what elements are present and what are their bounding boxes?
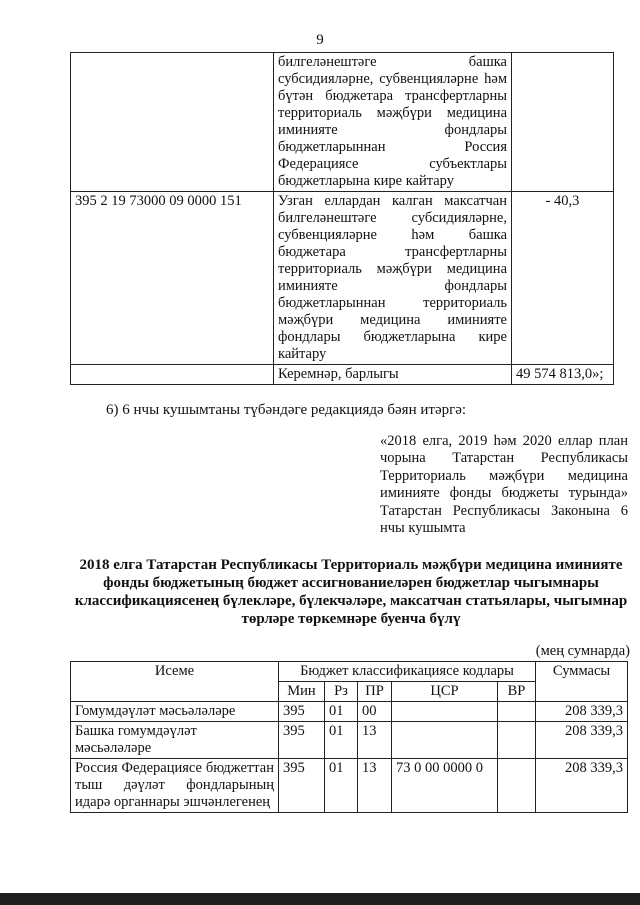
row-pr: 00 <box>358 702 392 722</box>
code-cell <box>71 53 274 192</box>
header-name: Исеме <box>71 662 279 702</box>
table-row <box>71 53 614 192</box>
revenue-table <box>70 52 614 385</box>
table-row <box>71 759 628 813</box>
code-cell: 395 2 19 73000 09 0000 151 <box>71 192 274 365</box>
row-sum: 208 339,3 <box>536 702 628 722</box>
row-sum: 208 339,3 <box>536 722 628 759</box>
header-vr: ВР <box>498 682 536 702</box>
total-sum-cell: 49 574 813,0»; <box>512 365 614 385</box>
table-row <box>71 722 628 759</box>
row-name: Башка гомумдәүләт мәсьәләләре <box>71 722 279 759</box>
row-pr: 13 <box>358 722 392 759</box>
header-pr: ПР <box>358 682 392 702</box>
row-name: Гомумдәүләт мәсьәләләре <box>71 702 279 722</box>
unit-note: (мең сумнарда) <box>535 643 630 659</box>
table-row <box>71 702 628 722</box>
page-number: 9 <box>316 32 324 48</box>
allocation-table <box>70 661 628 813</box>
row-vr <box>498 702 536 722</box>
row-rz: 01 <box>325 722 358 759</box>
header-min: Мин <box>279 682 325 702</box>
row-min: 395 <box>279 722 325 759</box>
row-name: Россия Федерациясе бюджеттан тыш дәүләт фондларының идарә органнары эшчәнлегенең <box>71 759 279 813</box>
row-rz: 01 <box>325 702 358 722</box>
row-min: 395 <box>279 702 325 722</box>
row-sum: 208 339,3 <box>536 759 628 813</box>
header-rz: Рз <box>325 682 358 702</box>
name-cell: билгеләнештәге башка субсидияләрне, субвенцияләрне һәм бүтән бюджетара трансфертларны территориаль мәҗбүри медицина иминияте фондлары бюджетларыннан Россия Федерациясе субъектлары бюджетларына кире кайтару <box>274 53 512 192</box>
row-rz: 01 <box>325 759 358 813</box>
table-row <box>71 365 614 385</box>
code-cell <box>71 365 274 385</box>
row-csr <box>392 702 498 722</box>
table-header-row <box>71 662 628 682</box>
header-sum: Суммасы <box>536 662 628 702</box>
row-csr <box>392 722 498 759</box>
appendix-reference: «2018 елга, 2019 һәм 2020 еллар план чорына Татарстан Республикасы Территориаль мәҗбүри медицина иминияте фонды бюджеты турында» Татарстан Республикасы Законына 6 нчы кушымта <box>380 433 628 537</box>
table-row <box>71 192 614 365</box>
amendment-point: 6) 6 нчы кушымтаны түбәндәге редакциядә бәян итәргә: <box>106 402 467 418</box>
row-vr <box>498 759 536 813</box>
header-csr: ЦСР <box>392 682 498 702</box>
header-codes: Бюджет классификациясе кодлары <box>279 662 536 682</box>
sum-cell <box>512 53 614 192</box>
sum-cell: - 40,3 <box>512 192 614 365</box>
name-cell: Узган еллардан калган максатчан билгеләнештәге субсидияләрне, субвенцияләрне һәм башка бюджетара трансфертларны территориаль мәҗбүри медицина иминияте фондлары бюджетларыннан территориаль мәҗбүри медицина иминияте фондлары бюджетларына кире кайтару <box>274 192 512 365</box>
total-label-cell: Керемнәр, барлыгы <box>274 365 512 385</box>
scan-edge <box>0 893 640 905</box>
row-pr: 13 <box>358 759 392 813</box>
section-heading: 2018 елга Татарстан Республикасы Территориаль мәҗбүри медицина иминияте фонды бюджетының бюджет ассигнованиеләрен бюджетлар чыгымнары классификациясенең бүлекләре, бүлекчәләре, максатчан статьялары, чыгымнар төрләре төркемнәре буенча бүлү <box>74 557 628 627</box>
row-vr <box>498 722 536 759</box>
row-min: 395 <box>279 759 325 813</box>
row-csr: 73 0 00 0000 0 <box>392 759 498 813</box>
